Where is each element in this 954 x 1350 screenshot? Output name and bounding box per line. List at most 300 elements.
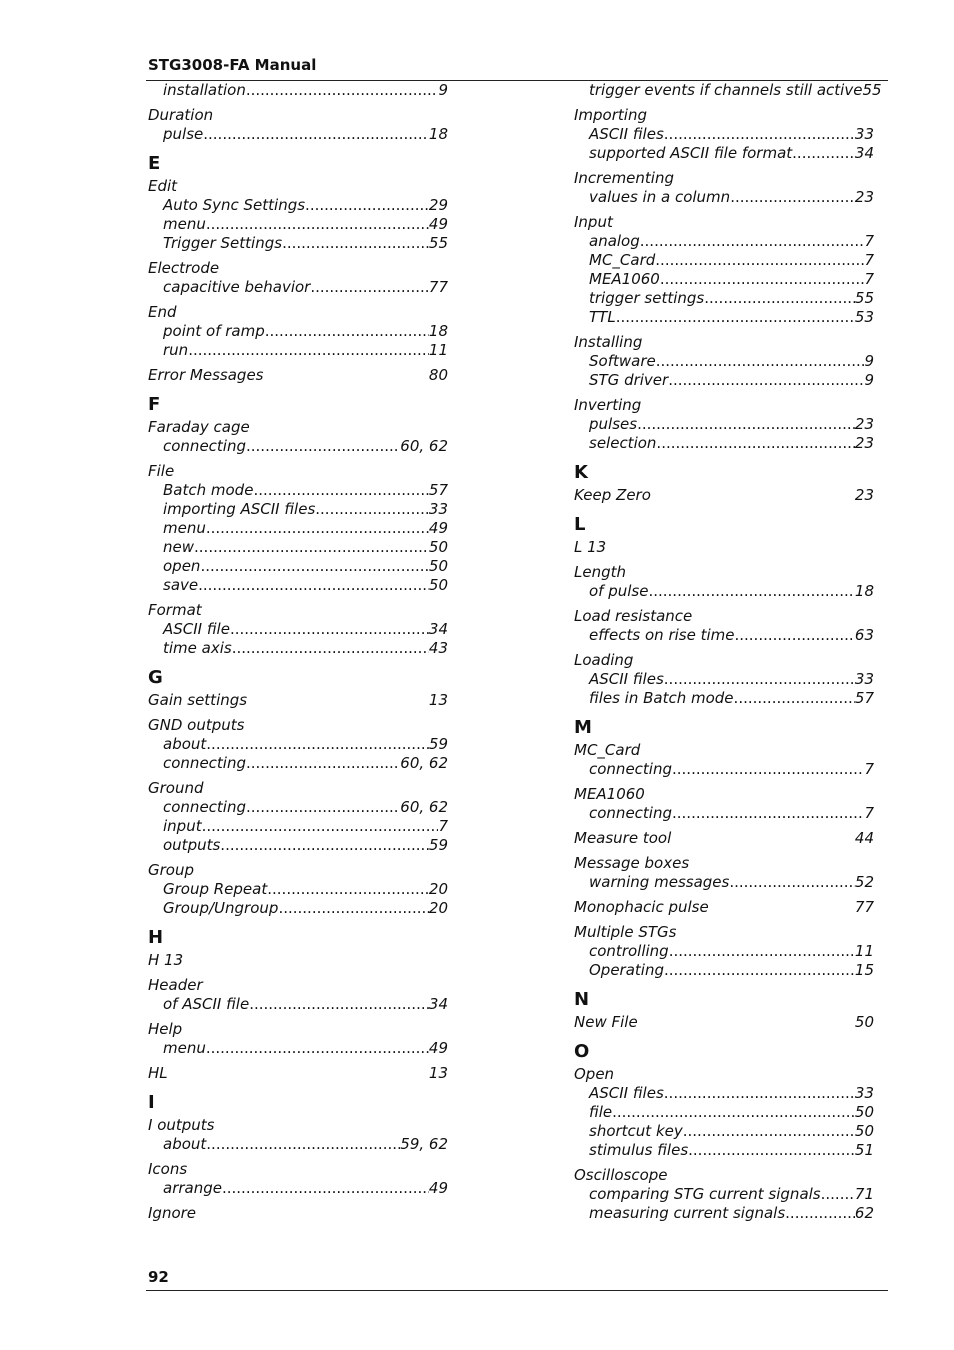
index-entry-text: Incrementing: [574, 169, 674, 187]
index-entry-text: Batch mode: [163, 481, 254, 499]
page-header-title: STG3008-FA Manual: [148, 56, 317, 74]
dot-leader: [660, 270, 865, 289]
index-entry-group: [574, 169, 874, 207]
index-entry-group: [574, 829, 874, 848]
index-subentry: [148, 1179, 448, 1198]
index-subentry: [148, 1039, 448, 1058]
index-entry-heading: [148, 1204, 448, 1223]
dot-leader: [203, 125, 429, 144]
index-entry-text: HL: [148, 1064, 168, 1082]
index-page-reference: 55: [854, 289, 874, 307]
index-page-reference: 59: [428, 836, 448, 854]
dot-leader: [230, 620, 429, 639]
index-page-reference: 49: [428, 1039, 448, 1057]
index-entry-text: ASCII files: [589, 125, 664, 143]
index-entry-text: file: [589, 1103, 613, 1121]
dot-leader: [616, 308, 855, 327]
dot-leader: [664, 670, 855, 689]
index-subentry: [148, 639, 448, 658]
index-page-reference: 59: [428, 735, 448, 753]
index-entry-text: Ignore: [148, 1204, 197, 1222]
dot-leader: [220, 836, 429, 855]
index-subentry: [148, 754, 448, 773]
index-entry-text: new: [163, 538, 195, 556]
index-entry-heading: [574, 333, 874, 352]
index-entry-text: Monophacic pulse: [574, 898, 709, 916]
dot-leader: [249, 995, 429, 1014]
index-subentry: [574, 352, 874, 371]
index-entry-heading: [574, 785, 874, 804]
dot-leader: [265, 322, 429, 341]
index-entry-group: [148, 691, 448, 710]
index-entry-group: [148, 861, 448, 918]
index-entry-group: [574, 563, 874, 601]
index-entry-text: effects on rise time: [589, 626, 735, 644]
index-entry-text: Installing: [574, 333, 643, 351]
index-page-reference: 20: [428, 880, 448, 898]
index-entry-text: about: [163, 1135, 207, 1153]
index-entry: [574, 829, 874, 848]
index-page-reference: 50: [854, 1122, 874, 1140]
index-entry-text: Load resistance: [574, 607, 693, 625]
index-entry-text: Group/Ungroup: [163, 899, 279, 917]
index-entry-text: Open: [574, 1065, 615, 1083]
index-entry-text: MC_Card: [589, 251, 656, 269]
dot-leader: [729, 873, 855, 892]
dot-leader: [206, 215, 429, 234]
dot-leader: [200, 557, 428, 576]
index-entry-text: pulses: [589, 415, 638, 433]
index-entry-group: [574, 396, 874, 453]
index-entry-text: menu: [163, 1039, 206, 1057]
dot-leader: [612, 1103, 855, 1122]
index-entry-text: pulse: [163, 125, 204, 143]
index-page-reference: 9: [438, 81, 448, 99]
index-entry-heading: [148, 861, 448, 880]
index-entry-group: [574, 785, 874, 823]
index-entry-group: [148, 106, 448, 144]
index-entry-text: ASCII files: [589, 1084, 664, 1102]
index-entry-text: importing ASCII files: [163, 500, 316, 518]
index-entry-group: [148, 259, 448, 297]
dot-leader: [246, 754, 400, 773]
index-page-reference: 34: [854, 144, 874, 162]
index-entry-text: Group: [148, 861, 194, 879]
index-entry-text: STG driver: [589, 371, 669, 389]
dot-leader: [253, 481, 428, 500]
index-entry-text: menu: [163, 215, 206, 233]
index-page-reference: 20: [428, 899, 448, 917]
index-page-reference: 60, 62: [400, 437, 448, 455]
dot-leader: [669, 942, 855, 961]
index-page-reference: 23: [854, 415, 874, 433]
index-entry-group: [148, 601, 448, 658]
index-entry-text: trigger settings: [589, 289, 705, 307]
index-subentry: [574, 251, 874, 270]
index-entry-text: connecting: [163, 437, 246, 455]
index-entry-text: Input: [574, 213, 613, 231]
index-page-reference: 18: [428, 125, 448, 143]
index-subentry: [574, 144, 874, 163]
index-page-reference: 49: [428, 1179, 448, 1197]
index-entry-text: connecting: [589, 804, 672, 822]
index-page-reference: 33: [854, 670, 874, 688]
index-entry-heading: [574, 396, 874, 415]
index-entry-text: shortcut key: [589, 1122, 683, 1140]
index-entry-heading: [574, 607, 874, 626]
index-subentry: [574, 689, 874, 708]
index-page-reference: 50: [428, 576, 448, 594]
index-entry-group: [574, 923, 874, 980]
index-page-reference: 43: [428, 639, 448, 657]
index-page-reference: 59, 62: [400, 1135, 448, 1153]
index-subentry: [574, 873, 874, 892]
index-entry-heading: [148, 779, 448, 798]
index-subentry: [574, 81, 882, 100]
index-entry: [574, 898, 874, 917]
index-subentry: [148, 557, 448, 576]
index-entry-group: [148, 303, 448, 360]
index-subentry: [574, 1122, 874, 1141]
index-entry-text: arrange: [163, 1179, 222, 1197]
index-entry-text: values in a column: [589, 188, 731, 206]
index-subentry: [148, 322, 448, 341]
index-page-reference: 33: [854, 125, 874, 143]
index-entry-group: [574, 854, 874, 892]
index-entry-text: MC_Card: [574, 741, 641, 759]
index-page-reference: 80: [428, 366, 448, 384]
dot-leader: [648, 582, 854, 601]
index-page-reference: 11: [428, 341, 448, 359]
index-entry-heading: [574, 741, 874, 760]
index-page-reference: 23: [854, 434, 874, 452]
dot-leader: [202, 817, 439, 836]
index-subentry: [148, 125, 448, 144]
index-entry-text: point of ramp: [163, 322, 265, 340]
index-entry-text: measuring current signals: [589, 1204, 786, 1222]
index-page-reference: 23: [854, 188, 874, 206]
index-entry-text: of ASCII file: [163, 995, 250, 1013]
index-page-reference: 49: [428, 519, 448, 537]
index-entry-text: Group Repeat: [163, 880, 268, 898]
dot-leader: [206, 1135, 400, 1154]
index-entry-text: TTL: [589, 308, 616, 326]
index-entry-text: comparing STG current signals: [589, 1185, 821, 1203]
index-letter-heading: I: [148, 1092, 155, 1113]
index-entry-heading: [148, 976, 448, 995]
index-entry-heading: [574, 213, 874, 232]
index-subentry: [574, 1204, 874, 1223]
index-entry-heading: [148, 418, 448, 437]
index-entry-text: files in Batch mode: [589, 689, 734, 707]
dot-leader: [198, 576, 429, 595]
index-page-reference: 62: [854, 1204, 874, 1222]
index-page-reference: 15: [854, 961, 874, 979]
index-page-reference: 9: [864, 371, 874, 389]
index-entry-heading: [148, 462, 448, 481]
index-entry-text: New File: [574, 1013, 638, 1031]
index-page-reference: 49: [428, 215, 448, 233]
index-page-reference: 55: [428, 234, 448, 252]
index-page-reference: 51: [854, 1141, 874, 1159]
dot-leader: [246, 798, 400, 817]
dot-leader: [734, 626, 854, 645]
index-entry-group: [148, 779, 448, 855]
index-column-right: [574, 81, 882, 1229]
index-entry-text: selection: [589, 434, 657, 452]
dot-leader: [704, 289, 855, 308]
index-entry-heading: [148, 1020, 448, 1039]
index-entry-text: Measure tool: [574, 829, 672, 847]
index-entry-group: [148, 951, 448, 970]
index-entry-heading: [574, 1166, 874, 1185]
index-page-reference: 34: [428, 620, 448, 638]
dot-leader: [282, 234, 429, 253]
dot-leader: [305, 196, 429, 215]
dot-leader: [637, 415, 855, 434]
index-entry-heading: [574, 1065, 874, 1084]
index-entry-heading: [574, 651, 874, 670]
index-entry-text: analog: [589, 232, 640, 250]
index-subentry: [574, 232, 874, 251]
index-subentry: [148, 538, 448, 557]
index-entry-group: [148, 418, 448, 456]
index-entry-text: MEA1060: [574, 785, 645, 803]
index-entry-group: [148, 716, 448, 773]
dot-leader: [668, 371, 864, 390]
index-subentry: [148, 519, 448, 538]
index-letter-heading: H: [148, 927, 164, 948]
index-entry-text: Gain settings: [148, 691, 248, 709]
index-subentry: [574, 1185, 874, 1204]
dot-leader: [730, 188, 855, 207]
index-letter-heading: E: [148, 153, 161, 174]
index-entry-group: [148, 1064, 448, 1083]
dot-leader: [206, 519, 429, 538]
index-page-reference: 50: [854, 1103, 874, 1121]
index-entry-text: Error Messages: [148, 366, 264, 384]
dot-leader: [246, 81, 439, 100]
index-page-reference: 53: [854, 308, 874, 326]
index-subentry: [574, 670, 874, 689]
index-entry-text: connecting: [589, 760, 672, 778]
index-entry-text: supported ASCII file format: [589, 144, 793, 162]
index-subentry: [574, 125, 874, 144]
index-entry-group: [574, 607, 874, 645]
index-entry-heading: [148, 1116, 448, 1135]
index-entry-text: Importing: [574, 106, 647, 124]
dot-leader: [194, 538, 429, 557]
index-entry-group: [148, 177, 448, 253]
dot-leader: [785, 1204, 855, 1223]
index-entry-text: Faraday cage: [148, 418, 250, 436]
index-entry-text: outputs: [163, 836, 221, 854]
index-page-reference: 57: [854, 689, 874, 707]
dot-leader: [655, 251, 864, 270]
index-page-reference: 52: [854, 873, 874, 891]
index-entry-text: installation: [163, 81, 246, 99]
index-entry-text: Software: [589, 352, 656, 370]
index-entry-text: L 13: [574, 538, 607, 556]
dot-leader: [664, 961, 855, 980]
index-entry-text: Electrode: [148, 259, 220, 277]
index-subentry: [148, 1135, 448, 1154]
index-page-reference: 7: [438, 817, 448, 835]
footer-rule: [146, 1290, 888, 1291]
index-entry-text: ASCII files: [589, 670, 664, 688]
index-subentry: [148, 81, 448, 100]
index-entry-group: [148, 1160, 448, 1198]
index-entry-text: trigger events if channels still active: [589, 81, 863, 99]
index-entry-group: [574, 1065, 874, 1160]
index-entry-text: File: [148, 462, 175, 480]
index-entry-text: Inverting: [574, 396, 642, 414]
index-entry-text: menu: [163, 519, 206, 537]
index-subentry: [574, 270, 874, 289]
dot-leader: [792, 144, 855, 163]
index-subentry: [574, 434, 874, 453]
dot-leader: [672, 804, 864, 823]
index-entry-group: [148, 1116, 448, 1154]
dot-leader: [206, 735, 429, 754]
dot-leader: [656, 352, 865, 371]
index-entry-group: [574, 1013, 874, 1032]
index-entry-text: Multiple STGs: [574, 923, 677, 941]
index-page-reference: 13: [428, 691, 448, 709]
index-entry-heading: [574, 923, 874, 942]
index-subentry: [148, 500, 448, 519]
index-subentry: [148, 735, 448, 754]
index-letter-heading: O: [574, 1041, 590, 1062]
index-entry-group: [574, 538, 874, 557]
index-entry: [574, 486, 874, 505]
index-page-reference: 7: [864, 804, 874, 822]
index-page-reference: 7: [864, 232, 874, 250]
index-letter-heading: N: [574, 989, 590, 1010]
index-entry-text: input: [163, 817, 202, 835]
index-column-left: [148, 81, 448, 1229]
index-entry-group: [148, 462, 448, 595]
index-page-reference: 55: [862, 81, 882, 99]
index-entry: [148, 1064, 448, 1083]
index-page-reference: 23: [854, 486, 874, 504]
index-entry-text: Edit: [148, 177, 178, 195]
index-entry-group: [574, 741, 874, 779]
index-subentry: [148, 196, 448, 215]
index-page-reference: 9: [864, 352, 874, 370]
page-number: 92: [148, 1268, 169, 1286]
index-page-reference: 60, 62: [400, 798, 448, 816]
index-page-reference: 77: [854, 898, 874, 916]
index-entry-text: Keep Zero: [574, 486, 651, 504]
index-entry-group: [574, 213, 874, 327]
index-entry-heading: [148, 106, 448, 125]
index-entry-group: [574, 898, 874, 917]
index-subentry: [148, 798, 448, 817]
index-page-reference: 33: [854, 1084, 874, 1102]
index-entry-text: Icons: [148, 1160, 188, 1178]
index-page-reference: 71: [854, 1185, 874, 1203]
index-entry: [148, 366, 448, 385]
index-page-reference: 13: [428, 1064, 448, 1082]
index-entry-heading: [574, 563, 874, 582]
index-entry-text: connecting: [163, 798, 246, 816]
index-entry-text: GND outputs: [148, 716, 245, 734]
dot-leader: [267, 880, 429, 899]
index-entry-text: save: [163, 576, 199, 594]
index-subentry: [148, 437, 448, 456]
index-page-reference: 50: [428, 538, 448, 556]
index-subentry: [574, 1103, 874, 1122]
index-letter-heading: M: [574, 717, 592, 738]
index-page-reference: 50: [854, 1013, 874, 1031]
index-entry-text: about: [163, 735, 207, 753]
index-page-reference: 34: [428, 995, 448, 1013]
index-entry-text: capacitive behavior: [163, 278, 311, 296]
index-entry-heading: [574, 854, 874, 873]
index-entry-heading: [148, 303, 448, 322]
index-subentry: [148, 278, 448, 297]
index-subentry: [148, 576, 448, 595]
index-letter-heading: F: [148, 394, 161, 415]
index-entry-text: Format: [148, 601, 202, 619]
index-entry-text: I outputs: [148, 1116, 215, 1134]
dot-leader: [821, 1185, 855, 1204]
index-entry-text: H 13: [148, 951, 184, 969]
dot-leader: [206, 1039, 429, 1058]
dot-leader: [664, 125, 855, 144]
index-entry-text: warning messages: [589, 873, 730, 891]
index-entry-group: [574, 486, 874, 505]
index-entry-heading: [148, 1160, 448, 1179]
dot-leader: [278, 899, 428, 918]
index-entry-text: Trigger Settings: [163, 234, 283, 252]
index-entry-heading: [148, 177, 448, 196]
index-entry-text: Header: [148, 976, 203, 994]
index-page-reference: 77: [428, 278, 448, 296]
index-subentry: [148, 341, 448, 360]
index-entry-text: Loading: [574, 651, 634, 669]
index-page-reference: 60, 62: [400, 754, 448, 772]
index-entry-text: Help: [148, 1020, 183, 1038]
index-entry-text: Duration: [148, 106, 214, 124]
dot-leader: [672, 760, 864, 779]
index-entry-group: [574, 81, 882, 100]
index-subentry: [148, 836, 448, 855]
index-entry-text: of pulse: [589, 582, 649, 600]
index-subentry: [148, 880, 448, 899]
index-page-reference: 29: [428, 196, 448, 214]
index-subentry: [148, 620, 448, 639]
index-entry-heading: [148, 259, 448, 278]
index-page-reference: 57: [428, 481, 448, 499]
index-subentry: [574, 1084, 874, 1103]
dot-leader: [188, 341, 429, 360]
index-entry-group: [148, 1204, 448, 1223]
index-entry-text: End: [148, 303, 177, 321]
index-subentry: [574, 308, 874, 327]
index-entry-group: [148, 976, 448, 1014]
index-entry-text: time axis: [163, 639, 232, 657]
index-entry-group: [574, 106, 874, 163]
index-subentry: [574, 626, 874, 645]
index-entry: [574, 1013, 874, 1032]
index-entry-text: Message boxes: [574, 854, 690, 872]
dot-leader: [246, 437, 400, 456]
index-subentry: [574, 582, 874, 601]
index-entry-text: connecting: [163, 754, 246, 772]
index-subentry: [574, 1141, 874, 1160]
